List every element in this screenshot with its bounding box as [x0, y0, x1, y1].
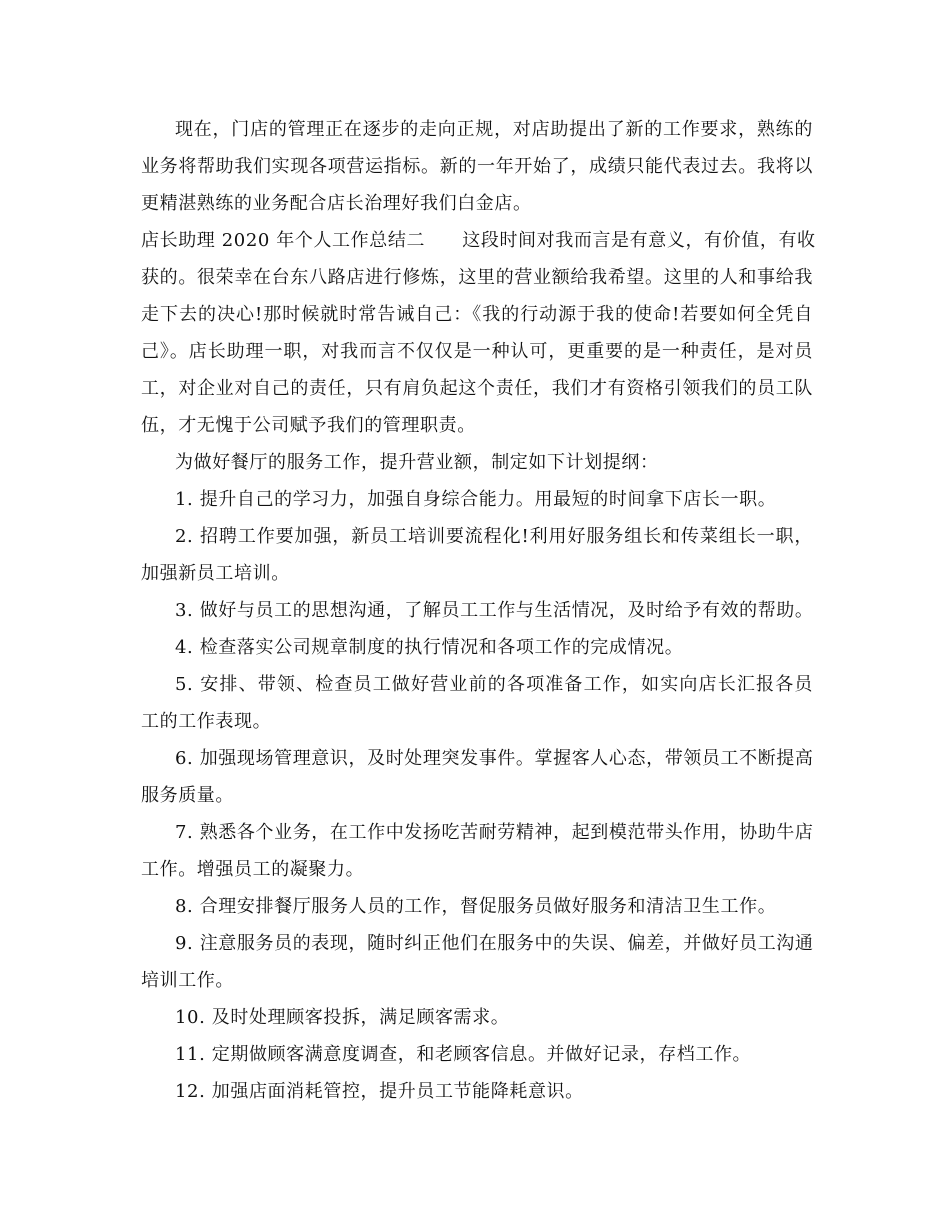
list-item-continuation: 培训工作。: [141, 970, 234, 991]
list-item: 1. 提升自己的学习力，加强自身综合能力。用最短的时间拿下店长一职。: [175, 489, 777, 510]
list-item: 12. 加强店面消耗管控，提升员工节能降耗意识。: [175, 1081, 584, 1102]
list-item: 6. 加强现场管理意识，及时处理突发事件。掌握客人心态，带领员工不断提高: [175, 748, 814, 769]
list-item-continuation: 服务质量。: [141, 785, 234, 806]
list-item: 11. 定期做顾客满意度调查，和老顾客信息。并做好记录，存档工作。: [175, 1044, 752, 1065]
paragraph-line: 走下去的决心!那时候就时常告诫自己：《我的行动源于我的使命!若要如何全凭自: [141, 304, 813, 325]
list-item-continuation: 加强新员工培训。: [141, 563, 290, 584]
list-item: 4. 检查落实公司规章制度的执行情况和各项工作的完成情况。: [175, 637, 684, 658]
section-heading-line: 店长助理 2020 年个人工作总结二 这段时间对我而言是有意义，有价值，有收: [141, 230, 816, 251]
list-item: 5. 安排、带领、检查员工做好营业前的各项准备工作，如实向店长汇报各员: [175, 674, 813, 695]
paragraph-line: 己》。店长助理一职，对我而言不仅仅是一种认可，更重要的是一种责任，是对员: [141, 341, 813, 362]
list-item: 8. 合理安排餐厅服务人员的工作，督促服务员做好服务和清洁卫生工作。: [175, 896, 777, 917]
list-item: 9. 注意服务员的表现，随时纠正他们在服务中的失误、偏差，并做好员工沟通: [175, 933, 814, 954]
paragraph-line: 业务将帮助我们实现各项营运指标。新的一年开始了，成绩只能代表过去。我将以: [141, 156, 813, 177]
paragraph-line: 为做好餐厅的服务工作，提升营业额，制定如下计划提纲：: [175, 452, 659, 473]
list-item: 7. 熟悉各个业务，在工作中发扬吃苦耐劳精神，起到模范带头作用，协助牛店: [175, 822, 814, 843]
paragraph-line: 获的。很荣幸在台东八路店进行修炼，这里的营业额给我希望。这里的人和事给我: [141, 267, 813, 288]
list-item-continuation: 工的工作表现。: [141, 711, 272, 732]
paragraph-line: 更精湛熟练的业务配合店长治理好我们白金店。: [141, 193, 532, 214]
list-item: 3. 做好与员工的思想沟通，了解员工工作与生活情况，及时给予有效的帮助。: [175, 600, 814, 621]
paragraph-line: 工，对企业对自己的责任，只有肩负起这个责任，我们才有资格引领我们的员工队: [141, 378, 813, 399]
paragraph-line: 伍，才无愧于公司赋予我们的管理职责。: [141, 415, 476, 436]
list-item: 10. 及时处理顾客投拆，满足顾客需求。: [175, 1007, 510, 1028]
list-item-continuation: 工作。增强员工的凝聚力。: [141, 859, 365, 880]
list-item: 2. 招聘工作要加强，新员工培训要流程化!利用好服务组长和传菜组长一职，: [175, 526, 813, 547]
paragraph-line: 现在，门店的管理正在逐步的走向正规，对店助提出了新的工作要求，熟练的: [175, 119, 813, 140]
